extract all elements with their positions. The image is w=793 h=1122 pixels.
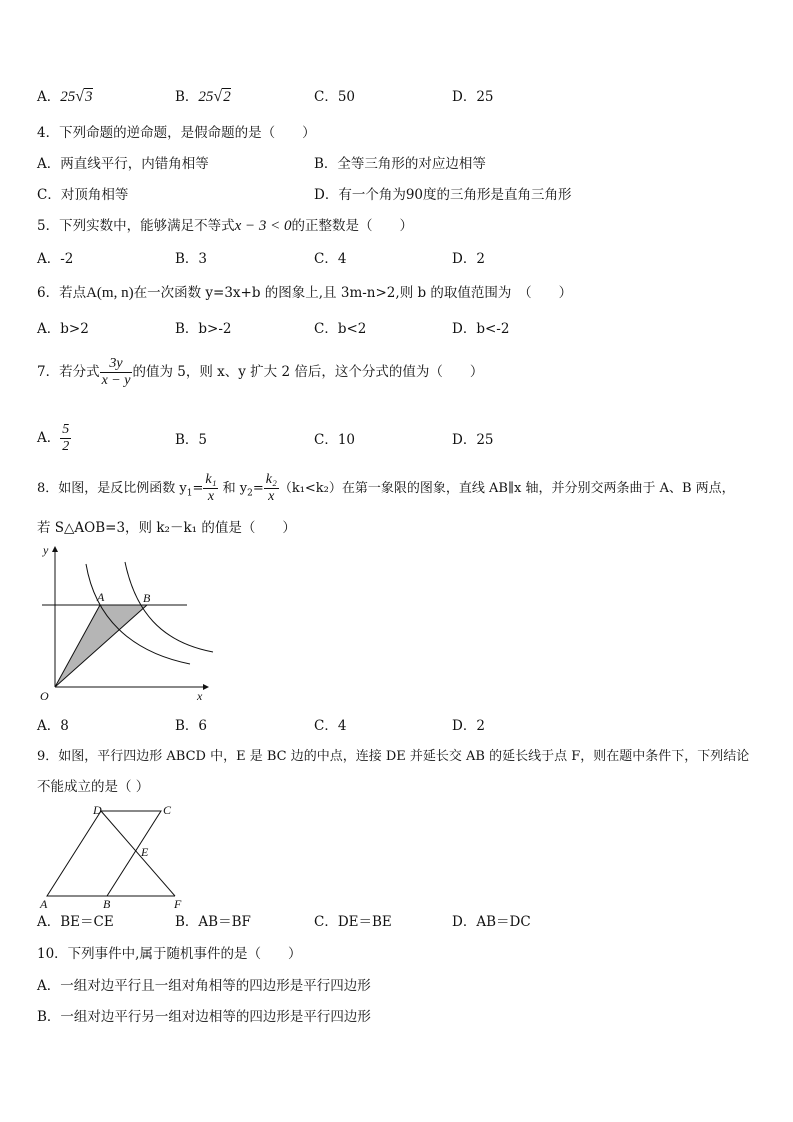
q9-stem-line2: 不能成立的是（ ） <box>37 779 150 795</box>
q9-label-c: C <box>163 803 172 817</box>
q8-stem-line2: 若 S△AOB=3，则 k₂－k₁ 的值是（ ） <box>37 520 296 536</box>
q3-option-c: C．50 <box>314 89 356 105</box>
q5-option-b: B．3 <box>175 251 208 267</box>
q9-figure <box>35 800 195 910</box>
q8-option-d: D．2 <box>452 718 485 734</box>
q9-stem-line1: 9．如图，平行四边形 ABCD 中，E 是 BC 边的中点，连接 DE 并延长交 AB 的延长线于点 F，则在题中条件下，下列结论 <box>37 749 750 764</box>
q7-option-b: B．5 <box>175 432 208 448</box>
q8-label-b: B <box>143 591 151 605</box>
q10-option-b: B．一组对边平行另一组对边相等的四边形是平行四边形 <box>37 1009 371 1025</box>
q6-option-c: C．b<2 <box>314 321 367 337</box>
q8-y-arrow <box>52 546 58 552</box>
q8-option-c: C．4 <box>314 718 347 734</box>
q6-option-a: A．b>2 <box>37 321 89 337</box>
q8-stem: 8．如图，是反比例函数 $y_1=$ $\frac{\text{k₁}}{x}$ 和 $y_2=$ $\frac{\text{k₂}}{x}$ （k₁<k₂）在第一象限的图象，直线 AB∥x 轴，并分别交两条曲于 A、B 两点， <box>37 472 735 505</box>
q9-label-d: D <box>93 803 102 817</box>
q8-option-a: A．8 <box>37 718 69 734</box>
q9-line-df <box>101 811 175 896</box>
q8-label-x: x <box>197 689 203 703</box>
q4-option-c: C．对顶角相等 <box>37 187 129 203</box>
q4-option-d: D．有一个角为90度的三角形是直角三角形 <box>314 187 572 203</box>
q9-label-f: F <box>174 897 182 910</box>
q8-figure <box>35 542 215 707</box>
q7-fraction: $\frac{3y}{x - y}$ <box>101 356 131 389</box>
q10-stem: 10．下列事件中,属于随机事件的是（ ） <box>37 946 302 962</box>
q8-option-b: B．6 <box>175 718 208 734</box>
q9-option-b: B．AB＝BF <box>175 914 251 930</box>
q4-option-b: B．全等三角形的对应边相等 <box>314 156 486 172</box>
q3-option-a: A．25√3 <box>37 88 93 105</box>
q10-option-a: A．一组对边平行且一组对角相等的四边形是平行四边形 <box>37 978 371 994</box>
q8-label-o: O <box>40 689 49 703</box>
q5-option-c: C．4 <box>314 251 347 267</box>
q7-stem: 7．若分式 $\frac{3y}{x - y}$ 的值为 5，则 x、y 扩大 2 倍后，这个分式的值为（ ） <box>37 356 484 389</box>
q9-option-c: C．DE＝BE <box>314 914 392 930</box>
q7-option-a: A． $\frac{5}{2}$ <box>37 422 70 455</box>
q9-label-e: E <box>141 845 149 859</box>
q6-option-b: B．b>-2 <box>175 321 232 337</box>
q3-option-b: B．25√2 <box>175 88 231 105</box>
q7-option-d: D．25 <box>452 432 494 448</box>
q6-stem: 6．若点A(m, n)在一次函数 y=3x+b 的图象上,且 3m-n>2,则 b 的取值范围为 （ ） <box>37 285 573 301</box>
q8-label-a: A <box>97 590 105 604</box>
q5-option-d: D．2 <box>452 251 485 267</box>
q9-label-a: A <box>40 897 48 910</box>
q8-shaded-triangle <box>55 605 147 687</box>
q8-label-y: y <box>43 543 49 557</box>
q9-option-a: A．BE＝CE <box>37 914 114 930</box>
q9-option-d: D．AB＝DC <box>452 914 531 930</box>
q8-x-arrow <box>203 684 209 690</box>
q5-stem: 5．下列实数中，能够满足不等式x − 3 < 0的正整数是（ ） <box>37 218 413 234</box>
q9-label-b: B <box>103 897 111 910</box>
q6-option-d: D．b<-2 <box>452 321 510 337</box>
q5-option-a: A．-2 <box>37 251 74 267</box>
q7-option-c: C．10 <box>314 432 356 448</box>
q4-option-a: A．两直线平行，内错角相等 <box>37 156 209 172</box>
q3-option-d: D．25 <box>452 89 494 105</box>
q4-stem: 4．下列命题的逆命题，是假命题的是（ ） <box>37 125 316 141</box>
